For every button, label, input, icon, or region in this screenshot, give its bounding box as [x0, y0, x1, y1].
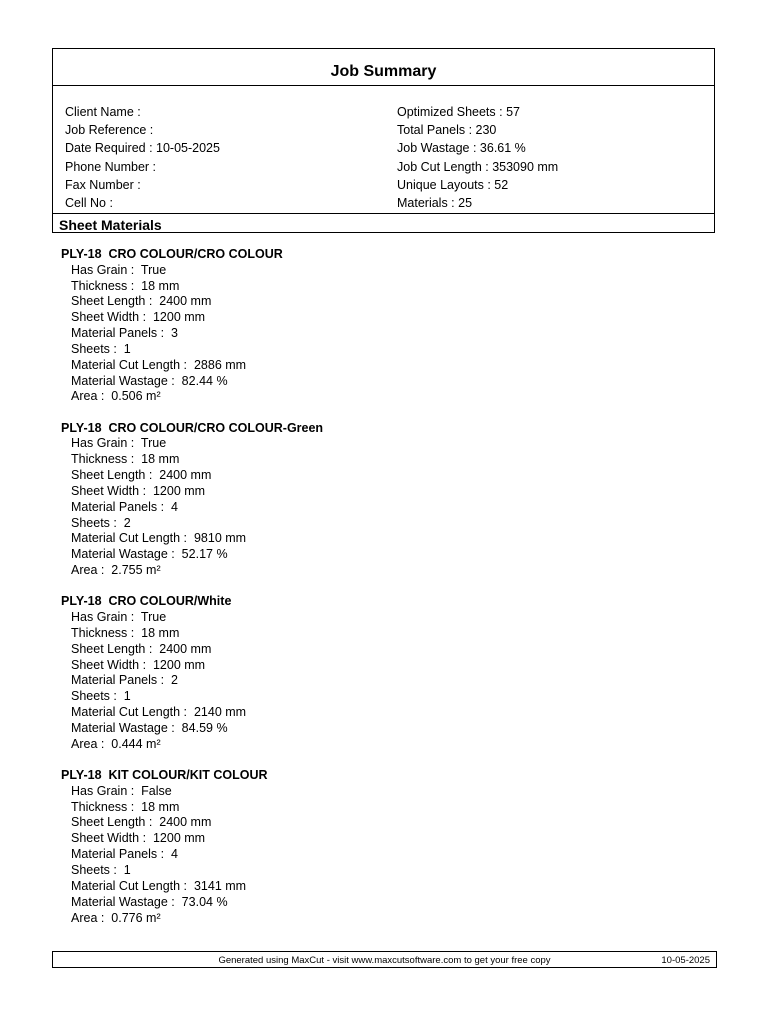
area-line: Area : 0.444 m² [71, 736, 161, 751]
sheets-line: Sheets : 2 [71, 515, 131, 530]
sheet-materials-heading: Sheet Materials [53, 213, 714, 233]
sheet-length-line: Sheet Length : 2400 mm [71, 641, 212, 656]
material-title: PLY-18 KIT COLOUR/KIT COLOUR [61, 768, 268, 783]
material-wastage-line: Material Wastage : 52.17 % [71, 547, 228, 562]
sheets-line: Sheets : 1 [71, 862, 131, 877]
footer-date: 10-05-2025 [661, 955, 710, 966]
material-panels-line: Material Panels : 4 [71, 847, 178, 862]
thickness-line: Thickness : 18 mm [71, 625, 180, 640]
sheet-width-line: Sheet Width : 1200 mm [71, 657, 206, 672]
has-grain-line: Has Grain : True [71, 262, 167, 277]
footer-generated-text: Generated using MaxCut - visit www.maxcutsoftware.com to get your free copy [218, 955, 551, 966]
job-cut-length-field: Job Cut Length : 353090 mm [397, 159, 559, 174]
material-block [61, 594, 661, 752]
thickness-line: Thickness : 18 mm [71, 452, 180, 467]
material-block [61, 247, 661, 405]
sheet-width-line: Sheet Width : 1200 mm [71, 831, 206, 846]
area-line: Area : 0.506 m² [71, 389, 161, 404]
has-grain-line: Has Grain : False [71, 783, 172, 798]
fax-number-field: Fax Number : [65, 177, 141, 192]
total-panels-field: Total Panels : 230 [397, 123, 497, 138]
sheet-width-line: Sheet Width : 1200 mm [71, 483, 206, 498]
material-wastage-line: Material Wastage : 73.04 % [71, 894, 228, 909]
phone-number-field: Phone Number : [65, 159, 157, 174]
has-grain-line: Has Grain : True [71, 436, 167, 451]
sheet-length-line: Sheet Length : 2400 mm [71, 468, 212, 483]
material-block [61, 421, 661, 579]
client-details-column [65, 103, 220, 212]
date-required-field: Date Required : 10-05-2025 [65, 141, 220, 156]
material-wastage-line: Material Wastage : 84.59 % [71, 720, 228, 735]
area-line: Area : 2.755 m² [71, 563, 161, 578]
area-line: Area : 0.776 m² [71, 910, 161, 925]
job-summary-title: Job Summary [53, 49, 714, 86]
material-title: PLY-18 CRO COLOUR/CRO COLOUR-Green [61, 420, 324, 435]
material-panels-line: Material Panels : 3 [71, 326, 178, 341]
job-wastage-field: Job Wastage : 36.61 % [397, 141, 526, 156]
sheet-length-line: Sheet Length : 2400 mm [71, 815, 212, 830]
sheets-line: Sheets : 1 [71, 689, 131, 704]
page-footer [52, 951, 717, 968]
thickness-line: Thickness : 18 mm [71, 278, 180, 293]
sheet-width-line: Sheet Width : 1200 mm [71, 310, 206, 325]
client-name-field: Client Name : [65, 105, 141, 119]
material-block [61, 768, 661, 926]
has-grain-line: Has Grain : True [71, 610, 167, 625]
job-summary-box [52, 48, 715, 233]
material-cut-length-line: Material Cut Length : 3141 mm [71, 878, 247, 893]
materials-list [61, 247, 661, 942]
materials-count-field: Materials : 25 [397, 196, 473, 211]
sheets-line: Sheets : 1 [71, 341, 131, 356]
job-stats-column [397, 103, 558, 212]
optimized-sheets-field: Optimized Sheets : 57 [397, 105, 520, 119]
material-panels-line: Material Panels : 2 [71, 673, 178, 688]
material-wastage-line: Material Wastage : 82.44 % [71, 373, 228, 388]
sheet-length-line: Sheet Length : 2400 mm [71, 294, 212, 309]
cell-no-field: Cell No : [65, 196, 113, 211]
thickness-line: Thickness : 18 mm [71, 799, 180, 814]
material-cut-length-line: Material Cut Length : 9810 mm [71, 531, 247, 546]
material-cut-length-line: Material Cut Length : 2886 mm [71, 357, 247, 372]
material-title: PLY-18 CRO COLOUR/White [61, 594, 232, 609]
material-title: PLY-18 CRO COLOUR/CRO COLOUR [61, 247, 283, 261]
job-reference-field: Job Reference : [65, 123, 154, 138]
material-panels-line: Material Panels : 4 [71, 499, 178, 514]
material-cut-length-line: Material Cut Length : 2140 mm [71, 705, 247, 720]
unique-layouts-field: Unique Layouts : 52 [397, 177, 509, 192]
